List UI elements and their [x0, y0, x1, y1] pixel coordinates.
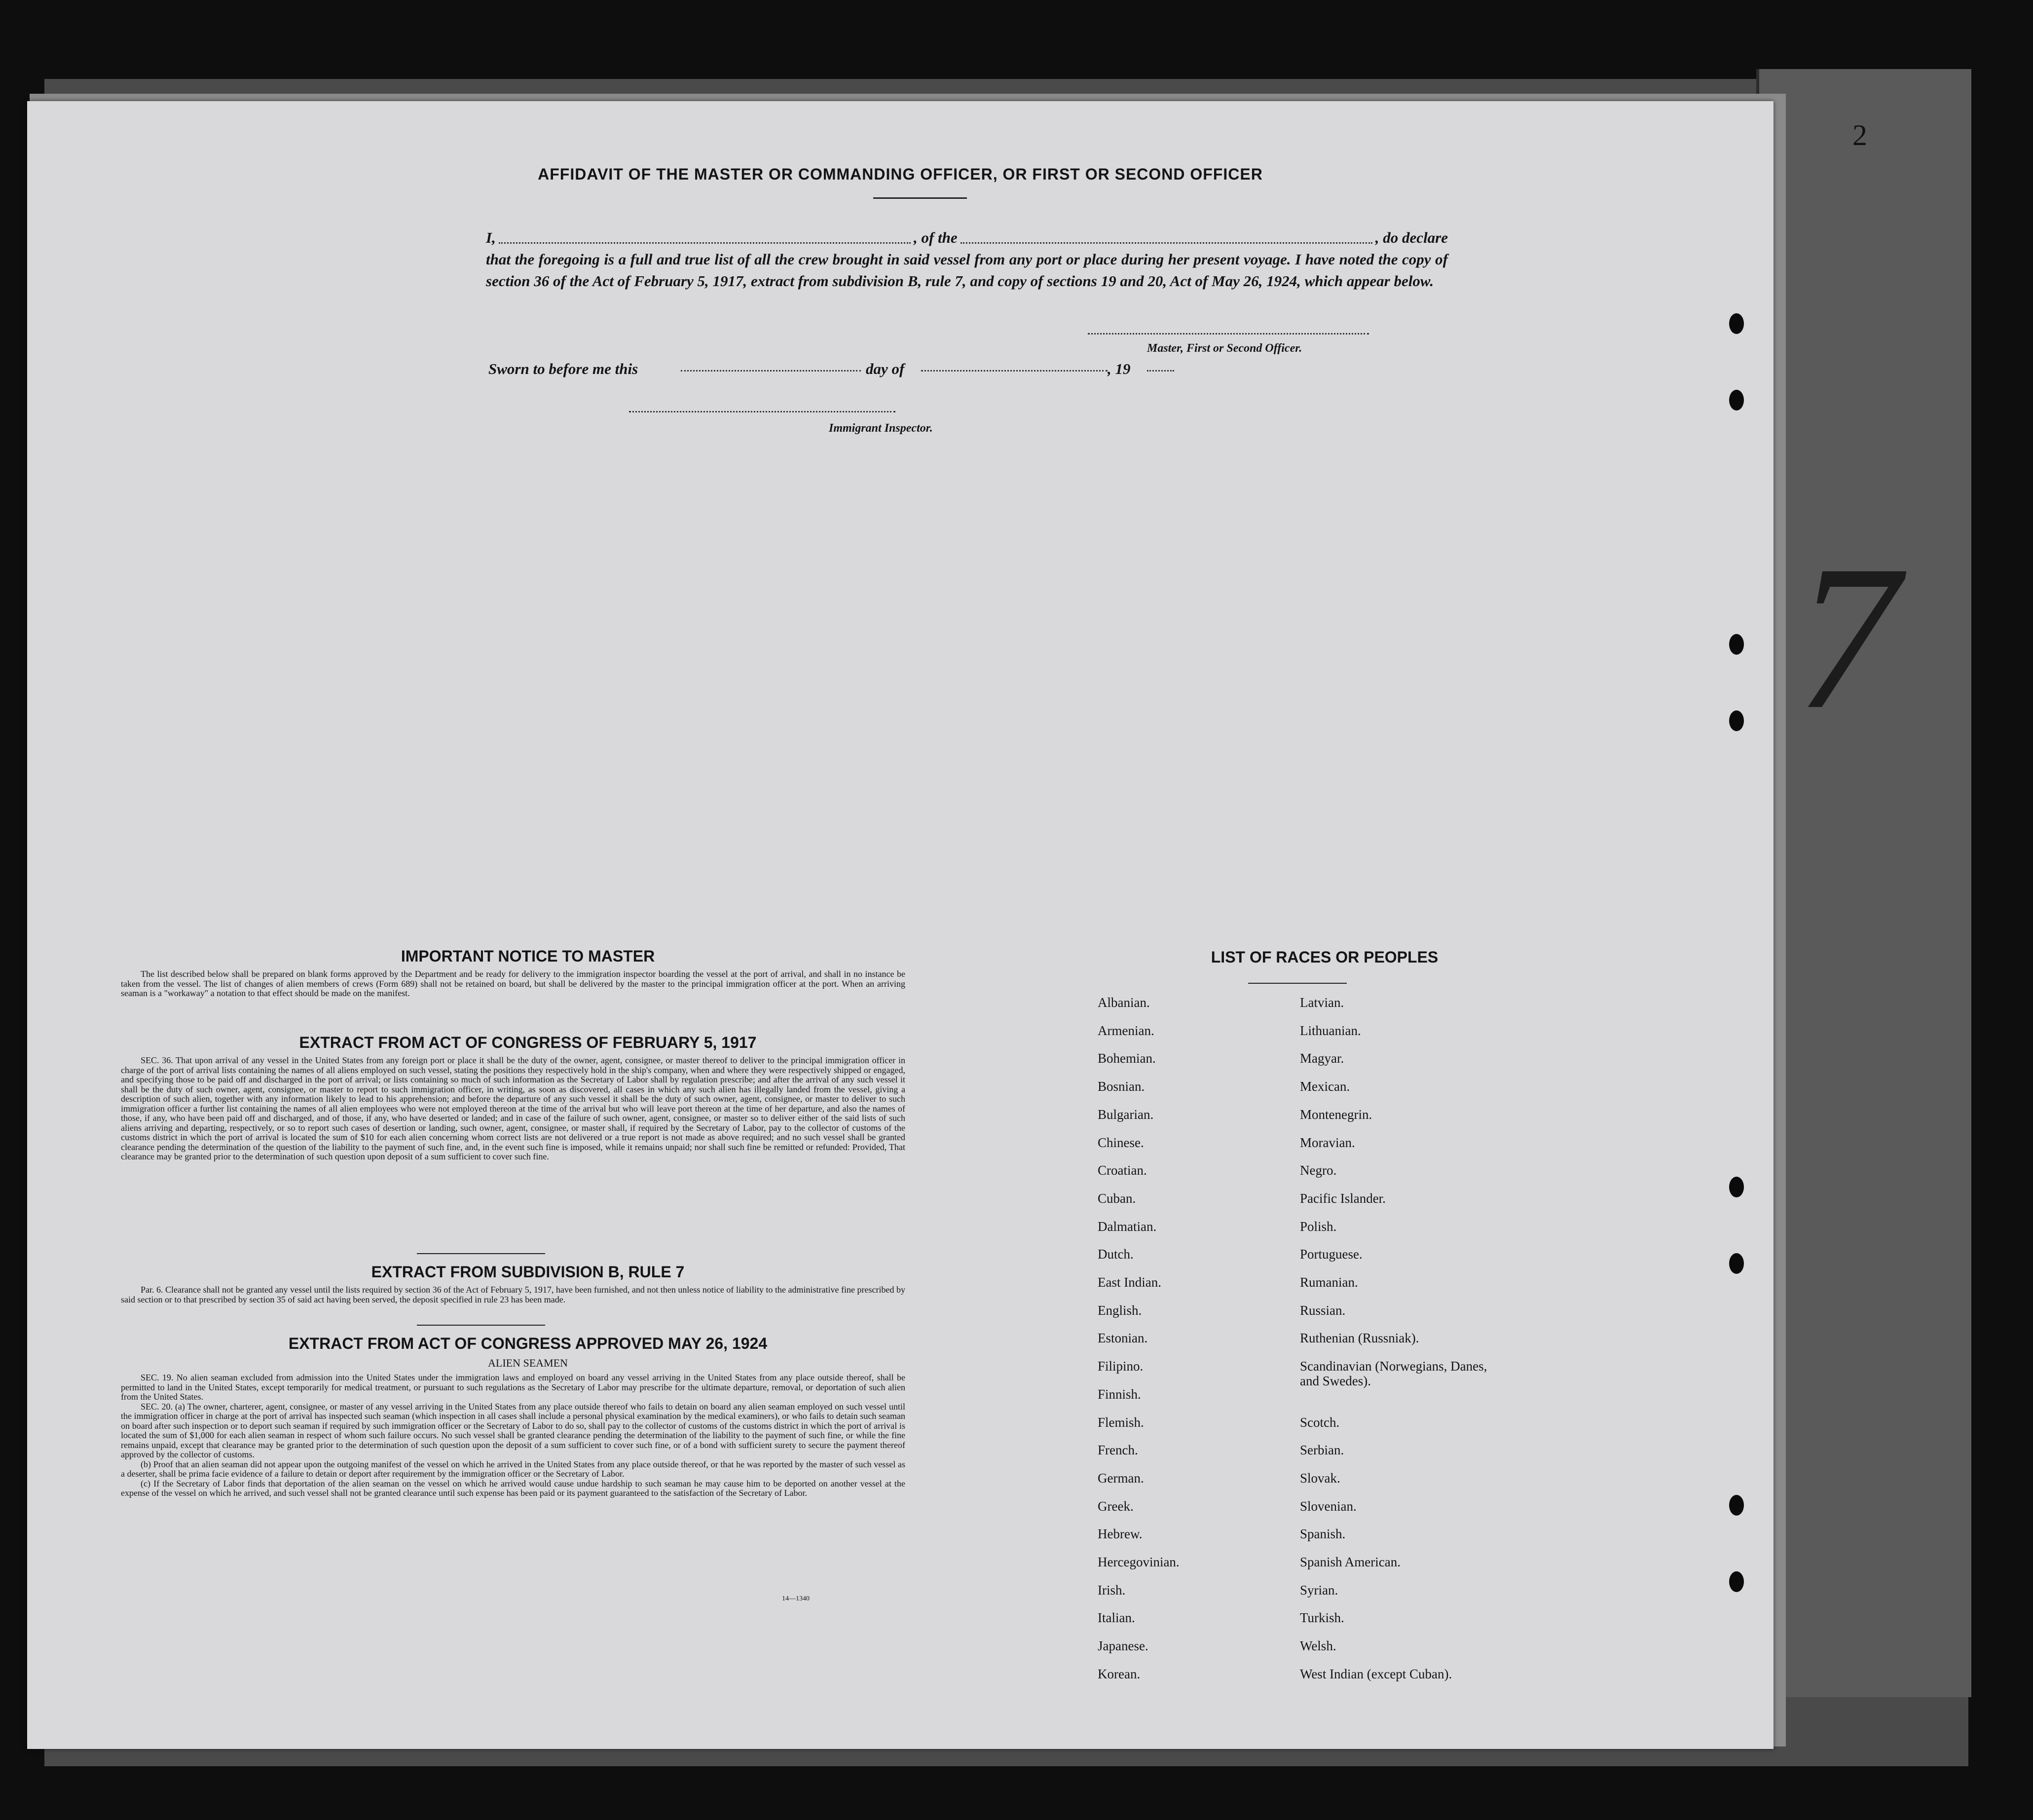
sworn-day-of: day of [866, 360, 905, 377]
race-item: Japanese. [1098, 1638, 1148, 1654]
punch-hole [1729, 1253, 1744, 1274]
master-signature-label: Master, First or Second Officer. [1147, 342, 1302, 355]
races-title: LIST OF RACES OR PEOPLES [1211, 948, 1439, 966]
race-item: Irish. [1098, 1582, 1126, 1597]
extract-1917-paragraph: SEC. 36. That upon arrival of any vessel in the United States from any foreign port or place it shall be the duty of the owner, agent, consignee, or master thereof to deliver to the principal immigration officer in charge of the port of arrival lists containing the names of all aliens employed on such vessel, stating the positions they respectively hold in the ship's company, when and where they were respectively shipped or engaged, and specifying those to be paid off and discharged in the port of arrival; or lists containing so much of such information as the Secretary of Labor shall by regulation prescribe; and after the arrival of any such vessel it shall be the duty of such owner, agent, consignee, or master to report to such immigration officer, in writing, as soon as discovered, all cases in which any such alien has illegally landed from the vessel, giving a description of such alien, together with any information likely to lead to his apprehension; and before the departure of any such vessel it shall be the duty of such owner, agent, consignee, or master to deliver to such immigration officer a further list containing the names of all alien employees who were not employed thereon at the time of the arrival but who will leave port thereon at the time of her departure, and also the names of those, if any, who have been paid off and discharged, and of those, if any, who have deserted or landed; and in case of the failure of such owner, agent, consignee, or master so to deliver either of the said lists of such aliens arriving and departing, respectively, or so to report such cases of desertion or landing, such owner, agent, consignee, or master shall, if required by the Secretary of Labor, pay to the collector of customs of the customs district in which the port of arrival is located the sum of $10 for each alien concerning whom correct lists are not delivered or a true report is not made as above required; and no such vessel shall be granted clearance pending the determination of the question of the liability to the payment of such fine, and, in the event such fine is imposed, while it remains unpaid; nor shall such fine be remitted or refunded: Provided, That clearance may be granted prior to the determination of such question upon deposit of a sum sufficient to cover such fine. [121, 1055, 905, 1161]
extract-1924-title: EXTRACT FROM ACT OF CONGRESS APPROVED MAY 26, 1924 [288, 1335, 768, 1352]
race-item: East Indian. [1098, 1275, 1161, 1290]
race-item: Estonian. [1098, 1331, 1148, 1346]
race-item: German. [1098, 1470, 1144, 1486]
race-item: Lithuanian. [1300, 1023, 1361, 1038]
extract-rule7-paragraph: Par. 6. Clearance shall not be granted any vessel until the lists required by section 36 of the Act of February 5, 1917, have been furnished, and not then unless notice of liability to the administrative fine prescribed by said section or to that prescribed by section 35 of said act having been served, the deposit specified in rule 23 has been made. [121, 1285, 905, 1304]
sworn-month-blank[interactable] [921, 370, 1108, 371]
race-item: Bosnian. [1098, 1079, 1145, 1094]
notice-paragraph: The list described below shall be prepared on blank forms approved by the Department and be ready for delivery to the immigration inspector boarding the vessel at the port of arrival, and shall in no instance be taken from the vessel. The list of changes of alien members of crews (Form 689) shall not be retained on board, but shall be delivered by the master to the principal immigration officer at the port. When an arriving seaman is a "workaway" a notation to that effect should be made on the manifest. [121, 969, 905, 998]
sec-20c-paragraph: (c) If the Secretary of Labor finds that deportation of the alien seaman on the vessel on which he arrived would cause undue hardship to such seaman he may cause him to be deported on another vessel at the expense of the vessel on which he arrived, and such vessel shall not be granted clearance until such expense has been paid or its payment guaranteed to the satisfaction of the Secretary of Labor. [121, 1478, 905, 1498]
sworn-day-blank[interactable] [681, 370, 861, 371]
divider [417, 1325, 545, 1326]
folder-number: 7 [1796, 522, 1899, 752]
divider [417, 1253, 545, 1254]
race-item: Latvian. [1300, 995, 1344, 1010]
race-item: Welsh. [1300, 1638, 1336, 1654]
sworn-prefix: Sworn to before me this [488, 360, 638, 377]
race-item: Pacific Islander. [1300, 1190, 1386, 1206]
extract-1917-title: EXTRACT FROM ACT OF CONGRESS OF FEBRUARY 5, 1917 [299, 1034, 757, 1051]
affidavit-of-the: , of the [913, 229, 958, 246]
race-item: Rumanian. [1300, 1275, 1358, 1290]
race-item: Scandinavian (Norwegians, Danes, and Swedes). [1300, 1359, 1487, 1389]
race-item: French. [1098, 1443, 1138, 1458]
race-item: Chinese. [1098, 1135, 1144, 1150]
master-signature-line[interactable] [1088, 333, 1369, 334]
race-item: Bulgarian. [1098, 1107, 1154, 1122]
race-item: Filipino. [1098, 1359, 1144, 1374]
race-item: Italian. [1098, 1610, 1135, 1626]
form-number: 14—1340 [782, 1595, 810, 1602]
punch-hole [1729, 634, 1744, 655]
affidavit-i: I, [486, 229, 496, 246]
affidavit-body [486, 227, 1448, 292]
race-item: Russian. [1300, 1302, 1346, 1318]
race-item: Syrian. [1300, 1582, 1338, 1597]
punch-hole [1729, 1177, 1744, 1197]
race-item: Spanish American. [1300, 1555, 1401, 1569]
race-item: Mexican. [1300, 1079, 1350, 1094]
race-item: Slovak. [1300, 1470, 1340, 1486]
race-item: Albanian. [1098, 995, 1150, 1010]
punch-hole [1729, 390, 1744, 410]
race-item: Bohemian. [1098, 1051, 1156, 1066]
race-item: Serbian. [1300, 1443, 1344, 1458]
race-item: Hebrew. [1098, 1526, 1143, 1542]
extract-1917-text [121, 1056, 905, 1162]
race-item: Greek. [1098, 1498, 1134, 1514]
sec-20b-paragraph: (b) Proof that an alien seaman did not appear upon the outgoing manifest of the vessel on which he arrived in the United States from any place outside thereof, or that he was reported by the master of such vessel as a deserter, shall be prima facie evidence of a failure to detain or deport after requirement by the immigration officer or the Secretary of Labor. [121, 1459, 905, 1479]
race-item: Moravian. [1300, 1135, 1355, 1150]
folder-edge [1756, 69, 1971, 1697]
race-item: Hercegovinian. [1098, 1555, 1180, 1569]
inspector-signature-line[interactable] [629, 411, 895, 412]
race-item: Armenian. [1098, 1023, 1154, 1038]
inspector-label: Immigrant Inspector. [829, 422, 933, 435]
sworn-year-blank[interactable] [1147, 370, 1174, 371]
name-blank[interactable] [499, 242, 911, 244]
sec-19-paragraph: SEC. 19. No alien seaman excluded from admission into the United States under the immigration laws and employed on board any vessel arriving in the United States from any place outside thereof, shall be permitted to land in the United States, except temporarily for medical treatment, or pursuant to such regulations as the Secretary of Labor may prescribe for the ultimate departure, removal, or deportation of such alien from the United States. [121, 1373, 905, 1402]
race-item: Korean. [1098, 1666, 1141, 1681]
race-item: Dutch. [1098, 1247, 1134, 1262]
affidavit-statement: that the foregoing is a full and true list of all the crew brought in said vessel from any port or place during her present voyage. I have noted the copy of section 36 of the Act of February 5, 1917, extract from subdivision B, rule 7, and copy of sections 19 and 20, Act of May 26, 1924, which appear below. [486, 251, 1448, 290]
race-item: Montenegrin. [1300, 1107, 1372, 1122]
race-item: Polish. [1300, 1219, 1337, 1234]
affidavit-title: AFFIDAVIT OF THE MASTER OR COMMANDING OFFICER, OR FIRST OR SECOND OFFICER [538, 165, 1263, 183]
race-item: Slovenian. [1300, 1498, 1357, 1514]
affidavit-declare: , do declare [1375, 229, 1448, 246]
vessel-blank[interactable] [961, 242, 1372, 244]
race-item: Turkish. [1300, 1610, 1344, 1626]
race-item: Dalmatian. [1098, 1219, 1157, 1234]
race-item: Cuban. [1098, 1190, 1136, 1206]
race-item: Croatian. [1098, 1163, 1147, 1178]
sec-20a-paragraph: SEC. 20. (a) The owner, charterer, agent, consignee, or master of any vessel arriving in the United States from any place outside thereof who fails to detain on board any alien seaman employed on such vessel until the immigration officer in charge at the port of arrival has inspected such seaman (which inspection in all cases shall include a personal physical examination by the medical examiners), or who fails to detain such seaman on board after such inspection or to deport such seaman if required by such immigration officer or the Secretary of Labor to do so, shall pay to the collector of customs of the customs district in which the port of arrival is located the sum of $1,000 for each alien seaman in respect of whom such failure occurs. No such vessel shall be granted clearance pending the determination of the liability to the payment of such fine, or while the fine remains unpaid, except that clearance may be granted prior to the determination of such question upon the deposit of a sum sufficient to cover such fine, or of a bond with sufficient surety to secure the payment thereof approved by the collector of customs. [121, 1401, 905, 1459]
race-item: Portuguese. [1300, 1247, 1363, 1262]
punch-hole [1729, 313, 1744, 334]
sworn-year: , 19 [1108, 360, 1131, 377]
punch-hole [1729, 710, 1744, 731]
race-item: Finnish. [1098, 1386, 1141, 1402]
extract-rule7-text [121, 1285, 905, 1304]
race-item: Scotch. [1300, 1414, 1340, 1430]
race-item: Ruthenian (Russniak). [1300, 1331, 1419, 1346]
race-item: Negro. [1300, 1163, 1337, 1178]
races-rule [1248, 983, 1347, 984]
extract-rule7-title: EXTRACT FROM SUBDIVISION B, RULE 7 [371, 1263, 685, 1281]
punch-hole [1729, 1495, 1744, 1516]
form-page [27, 101, 1774, 1749]
race-item: Flemish. [1098, 1414, 1144, 1430]
title-rule [873, 197, 967, 199]
race-item: Magyar. [1300, 1051, 1344, 1066]
extract-1924-subtitle: ALIEN SEAMEN [488, 1357, 568, 1369]
race-item: Spanish. [1300, 1526, 1346, 1542]
notice-title: IMPORTANT NOTICE TO MASTER [401, 947, 655, 965]
notice-text [121, 969, 905, 999]
corner-note: 2 [1852, 119, 1867, 151]
race-item: West Indian (except Cuban). [1300, 1666, 1452, 1681]
extract-1924-text [121, 1373, 905, 1498]
race-item: English. [1098, 1302, 1142, 1318]
punch-hole [1729, 1571, 1744, 1592]
